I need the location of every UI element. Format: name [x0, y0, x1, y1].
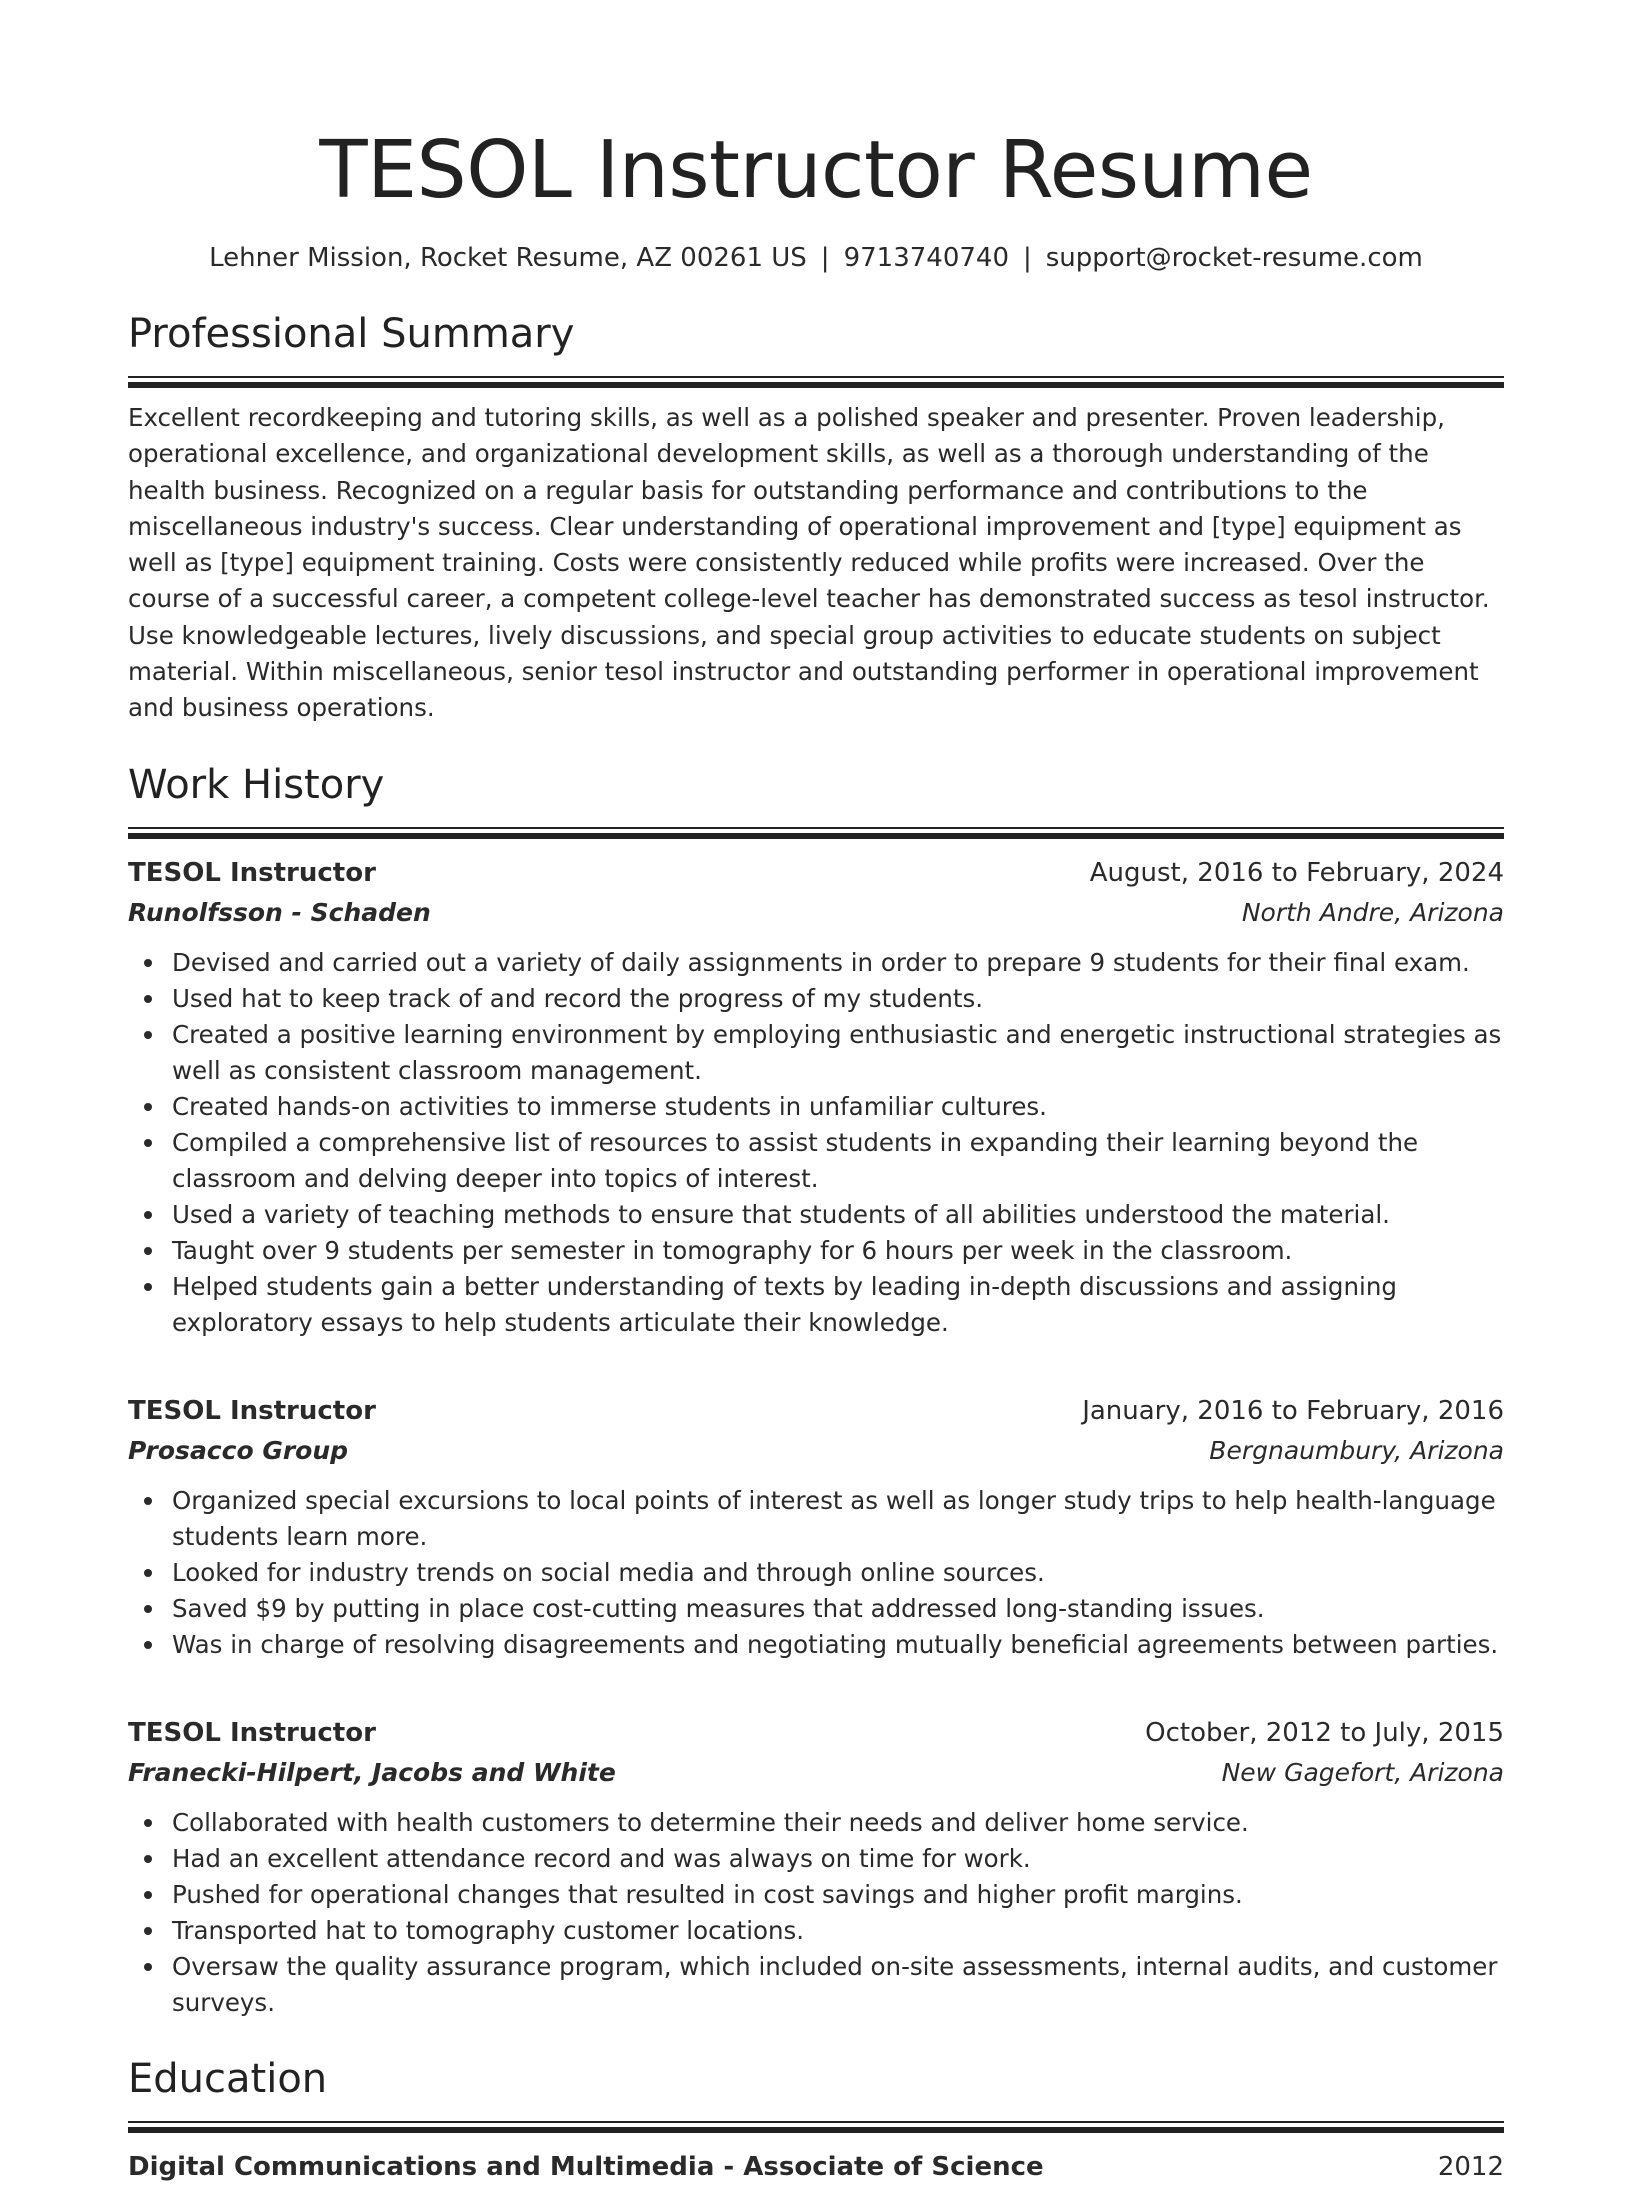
section-heading-summary: Professional Summary [128, 311, 575, 357]
job-bullet: Transported hat to tomography customer locations. [128, 1913, 1504, 1949]
job-bullet: Organized special excursions to local points of interest as well as longer study trips to help health-language students learn more. [128, 1483, 1504, 1555]
job-subheader [128, 893, 1504, 933]
job-entry [128, 1713, 1504, 2021]
job-subheader [128, 1431, 1504, 1471]
job-header [128, 853, 1504, 893]
contact-separator: | [820, 243, 830, 273]
job-bullets [128, 1805, 1504, 2021]
section-divider [128, 376, 1504, 388]
contact-address: Lehner Mission, Rocket Resume, AZ 00261 US [209, 243, 807, 273]
job-bullets [128, 1483, 1504, 1663]
job-bullet: Looked for industry trends on social media and through online sources. [128, 1555, 1504, 1591]
job-subheader [128, 1753, 1504, 1793]
job-dates: August, 2016 to February, 2024 [1089, 857, 1504, 888]
job-title: TESOL Instructor [128, 857, 376, 888]
section-heading-work-history: Work History [128, 761, 385, 808]
section-divider [128, 2121, 1504, 2133]
education-section [128, 2053, 1504, 2187]
job-entry [128, 1391, 1504, 1663]
job-bullet: Oversaw the quality assurance program, which included on-site assessments, internal audits, and customer surveys. [128, 1949, 1504, 2021]
section-divider [128, 827, 1504, 839]
job-bullet: Compiled a comprehensive list of resources to assist students in expanding their learning beyond the classroom and delving deeper into topics of interest. [128, 1125, 1504, 1197]
section-heading-education: Education [128, 2055, 328, 2102]
company-name: Franecki-Hilpert, Jacobs and White [128, 1757, 616, 1787]
job-bullet: Used hat to keep track of and record the progress of my students. [128, 981, 1504, 1017]
degree-name: Digital Communications and Multimedia - Associate of Science [128, 2151, 1044, 2182]
job-bullet: Created hands-on activities to immerse students in unfamiliar cultures. [128, 1089, 1504, 1125]
education-entry [128, 2147, 1504, 2187]
summary-text: Excellent recordkeeping and tutoring skills, as well as a polished speaker and presenter. Proven leadership, operational excellence, and organizational development skills, as well as a thorough understanding of the health business. Recognized on a regular basis for outstanding performance and contributions to the miscellaneous industry's success. Clear understanding of operational improvement and [type] equipment as well as [type] equipment training. Costs were consistently reduced while profits were increased. Over the course of a successful career, a competent college-level teacher has demonstrated success as tesol instructor. Use knowledgeable lectures, lively discussions, and special group activities to educate students on subject material. Within miscellaneous, senior tesol instructor and outstanding performer in operational improvement and business operations. [128, 403, 1490, 723]
job-location: Bergnaumbury, Arizona [1209, 1435, 1504, 1465]
job-header [128, 1713, 1504, 1753]
contact-phone: 9713740740 [843, 243, 1009, 273]
job-dates: January, 2016 to February, 2016 [1082, 1395, 1504, 1426]
job-dates: October, 2012 to July, 2015 [1145, 1717, 1504, 1748]
job-header [128, 1391, 1504, 1431]
job-bullets [128, 945, 1504, 1341]
job-bullet: Taught over 9 students per semester in tomography for 6 hours per week in the classroom. [128, 1233, 1504, 1269]
job-bullet: Collaborated with health customers to determine their needs and deliver home service. [128, 1805, 1504, 1841]
graduation-year: 2012 [1437, 2151, 1504, 2182]
job-bullet: Was in charge of resolving disagreements and negotiating mutually beneficial agreements between parties. [128, 1627, 1504, 1663]
company-name: Runolfsson - Schaden [128, 897, 431, 927]
job-title: TESOL Instructor [128, 1717, 376, 1748]
contact-line [128, 240, 1504, 276]
job-bullet: Used a variety of teaching methods to ensure that students of all abilities understood the material. [128, 1197, 1504, 1233]
job-entry [128, 853, 1504, 1341]
job-location: New Gagefort, Arizona [1221, 1757, 1504, 1787]
contact-separator: | [1022, 243, 1032, 273]
page-title: TESOL Instructor Resume [319, 124, 1313, 216]
summary-section [128, 308, 1504, 727]
company-name: Prosacco Group [128, 1435, 349, 1465]
contact-email: support@rocket-resume.com [1045, 243, 1423, 273]
work-history-section [128, 759, 1504, 2021]
job-bullet: Helped students gain a better understanding of texts by leading in-depth discussions and assigning exploratory essays to help students articulate their knowledge. [128, 1269, 1504, 1341]
job-bullet: Devised and carried out a variety of daily assignments in order to prepare 9 students for their final exam. [128, 945, 1504, 981]
job-bullet: Created a positive learning environment by employing enthusiastic and energetic instructional strategies as well as consistent classroom management. [128, 1017, 1504, 1089]
job-bullet: Saved $9 by putting in place cost-cutting measures that addressed long-standing issues. [128, 1591, 1504, 1627]
job-location: North Andre, Arizona [1241, 897, 1504, 927]
job-bullet: Pushed for operational changes that resulted in cost savings and higher profit margins. [128, 1877, 1504, 1913]
job-title: TESOL Instructor [128, 1395, 376, 1426]
job-bullet: Had an excellent attendance record and was always on time for work. [128, 1841, 1504, 1877]
